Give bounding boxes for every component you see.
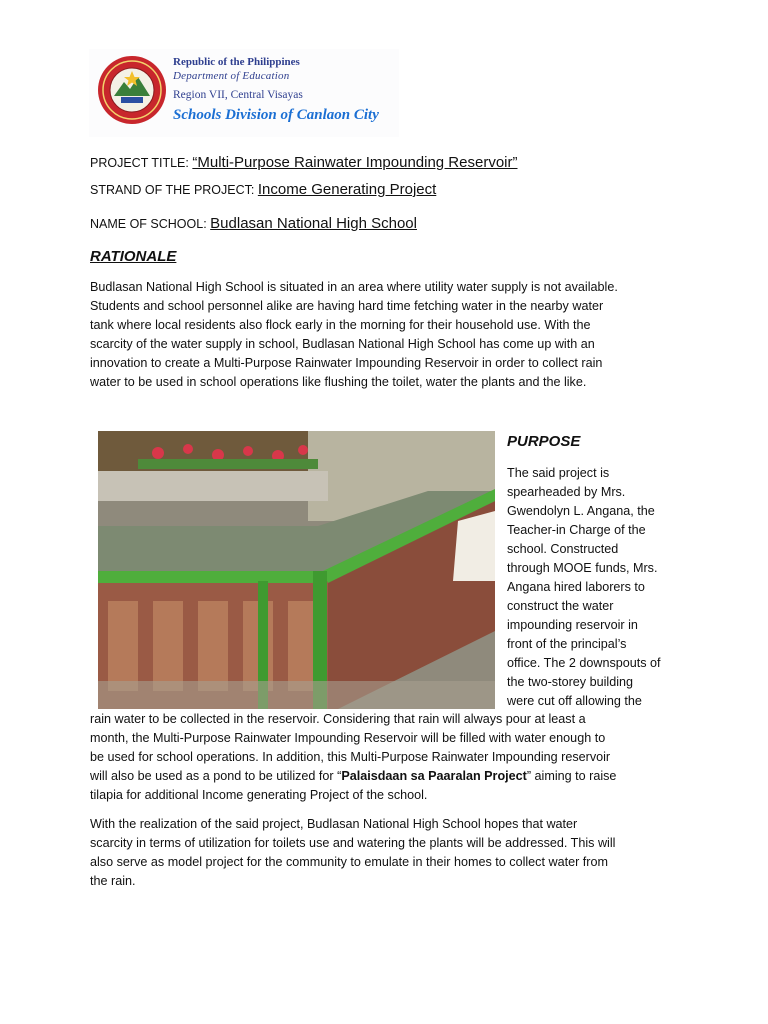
- purpose-side-paragraph: The said project is spearheaded by Mrs. Gwendolyn L. Angana, the Teacher-in Charge of the school. Constructed through MOOE funds, Mrs. Angana hired laborers to construct the water impounding reservoir in front of the principal’s office. The 2 downspouts of the two-storey building were cut off allowing the: [507, 466, 661, 708]
- region-text: Region VII, Central Visayas: [173, 89, 303, 101]
- reservoir-photo: [98, 431, 495, 709]
- rationale-heading: RATIONALE: [90, 248, 177, 265]
- purpose-line-5: tilapia for additional Income generating Project of the school.: [90, 788, 428, 802]
- strand-field: [90, 181, 436, 198]
- purpose-full-paragraph: [90, 710, 690, 805]
- purpose-line-4: [90, 767, 690, 786]
- strand-value: Income Generating Project: [257, 181, 437, 198]
- purpose-line-4a: will also be used as a pond to be utilized for “: [90, 769, 342, 783]
- purpose-heading: PURPOSE: [507, 433, 581, 450]
- conclusion-paragraph: With the realization of the said project, Budlasan National High School hopes that water scarcity in terms of utilization for toilets use and watering the plants will be addressed. This will also serve as model project for the community to emulate in their homes to collect water from the rain.: [90, 817, 616, 888]
- department-text: Department of Education: [173, 70, 290, 82]
- division-seal-logo: [97, 55, 167, 125]
- purpose-line-4c: ” aiming to raise: [526, 769, 617, 783]
- strand-label: STRAND OF THE PROJECT:: [90, 183, 255, 197]
- letterhead: [89, 49, 399, 137]
- purpose-line-2: month, the Multi-Purpose Rainwater Impounding Reservoir will be filled with water enough to: [90, 731, 606, 745]
- republic-text: Republic of the Philippines: [173, 56, 300, 68]
- purpose-line-3: be used for school operations. In addition, this Multi-Purpose Rainwater Impounding reservoir: [90, 750, 611, 764]
- purpose-line-1: rain water to be collected in the reservoir. Considering that rain will always pour at least a: [90, 712, 586, 726]
- school-value: Budlasan National High School: [210, 215, 417, 232]
- project-title-field: [90, 154, 518, 171]
- rationale-paragraph: Budlasan National High School is situated in an area where utility water supply is not available. Students and school personnel alike are having hard time fetching water in the nearby water tank where local residents also flock early in the morning for their household use. With the scarcity of the water supply in school, Budlasan National High School has come up with an innovation to create a Multi-Purpose Rainwater Impounding Reservoir in order to collect rain water to be used in school operations like flushing the toilet, water the plants and the like.: [90, 280, 618, 389]
- project-title-value: “Multi-Purpose Rainwater Impounding Reservoir”: [192, 154, 518, 171]
- school-label: NAME OF SCHOOL:: [90, 217, 207, 231]
- school-field: [90, 215, 417, 232]
- division-text: Schools Division of Canlaon City: [173, 107, 379, 123]
- palaisdaan-project-name: Palaisdaan sa Paaralan Project: [341, 769, 527, 783]
- project-title-label: PROJECT TITLE:: [90, 156, 189, 170]
